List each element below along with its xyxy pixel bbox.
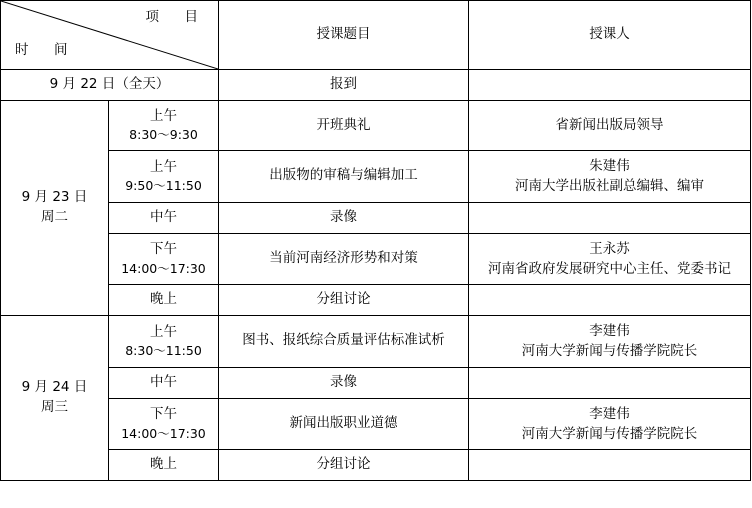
table-row xyxy=(1,202,751,233)
person-cell xyxy=(469,202,751,233)
period-main: 下午 xyxy=(150,241,177,258)
person-cell xyxy=(469,450,751,481)
period-sub: 8:30～11:50 xyxy=(125,343,202,358)
date-main-sept24: 9 月 24 日 xyxy=(21,379,88,396)
table-row xyxy=(1,101,751,151)
period-sub: 9:50～11:50 xyxy=(125,178,202,193)
topic-cell: 图书、报纸综合质量评估标准试析 xyxy=(219,316,469,368)
person-title: 河南省政府发展研究中心主任、党委书记 xyxy=(488,260,731,277)
topic-cell: 录像 xyxy=(219,367,469,398)
table-row xyxy=(1,316,751,368)
table-row-sept22 xyxy=(1,70,751,101)
period-cell: 晚上 xyxy=(109,285,219,316)
period-sub: 14:00～17:30 xyxy=(121,425,206,441)
table-header-row xyxy=(1,1,751,70)
corner-item-label: 项 目 xyxy=(145,9,204,25)
period-cell xyxy=(109,398,219,450)
person-title: 河南大学新闻与传播学院院长 xyxy=(521,343,698,360)
date-cell-sept23 xyxy=(1,101,109,316)
person-cell xyxy=(469,101,751,151)
date-main-sept23: 9 月 23 日 xyxy=(21,189,88,206)
person-cell xyxy=(469,151,751,203)
date-sub-sept23: 周二 xyxy=(41,209,68,225)
person-name: 李建伟 xyxy=(589,323,630,339)
period-cell: 晚上 xyxy=(109,450,219,481)
period-cell: 中午 xyxy=(109,202,219,233)
period-cell xyxy=(109,151,219,203)
period-main: 下午 xyxy=(150,406,177,423)
person-cell xyxy=(469,285,751,316)
date-cell-sept22: 9 月 22 日（全天） xyxy=(1,70,219,101)
table-row xyxy=(1,233,751,285)
topic-cell-registration: 报到 xyxy=(219,70,469,101)
period-main: 上午 xyxy=(150,158,177,175)
period-main: 上午 xyxy=(150,108,177,124)
period-cell xyxy=(109,316,219,368)
topic-cell: 分组讨论 xyxy=(219,285,469,316)
period-cell xyxy=(109,233,219,285)
person-cell xyxy=(469,233,751,285)
period-sub: 14:00～17:30 xyxy=(121,260,206,276)
column-header-topic: 授课题目 xyxy=(219,1,469,70)
period-cell: 中午 xyxy=(109,367,219,398)
person-cell xyxy=(469,398,751,450)
person-name: 王永苏 xyxy=(589,240,630,257)
column-header-person: 授课人 xyxy=(469,1,751,70)
topic-cell: 开班典礼 xyxy=(219,101,469,151)
table-row xyxy=(1,450,751,481)
topic-cell: 当前河南经济形势和对策 xyxy=(219,233,469,285)
corner-time-label: 时 间 xyxy=(15,42,74,59)
table-row xyxy=(1,398,751,450)
person-cell xyxy=(469,367,751,398)
period-cell xyxy=(109,101,219,151)
date-cell-sept24 xyxy=(1,316,109,481)
table-row xyxy=(1,285,751,316)
topic-cell: 出版物的审稿与编辑加工 xyxy=(219,151,469,203)
table-row xyxy=(1,151,751,203)
corner-diagonal-header xyxy=(1,1,219,70)
topic-cell: 新闻出版职业道德 xyxy=(219,398,469,450)
person-title: 河南大学新闻与传播学院院长 xyxy=(521,425,698,442)
person-cell-registration xyxy=(469,70,751,101)
topic-cell: 录像 xyxy=(219,202,469,233)
period-main: 上午 xyxy=(150,323,177,340)
person-name: 省新闻出版局领导 xyxy=(555,117,664,134)
person-cell xyxy=(469,316,751,368)
topic-cell: 分组讨论 xyxy=(219,450,469,481)
person-title: 河南大学出版社副总编辑、编审 xyxy=(515,178,704,195)
date-sub-sept24: 周三 xyxy=(41,399,68,415)
period-sub: 8:30～9:30 xyxy=(129,127,198,143)
person-name: 朱建伟 xyxy=(589,158,630,174)
table-row xyxy=(1,367,751,398)
person-name: 李建伟 xyxy=(589,405,630,422)
